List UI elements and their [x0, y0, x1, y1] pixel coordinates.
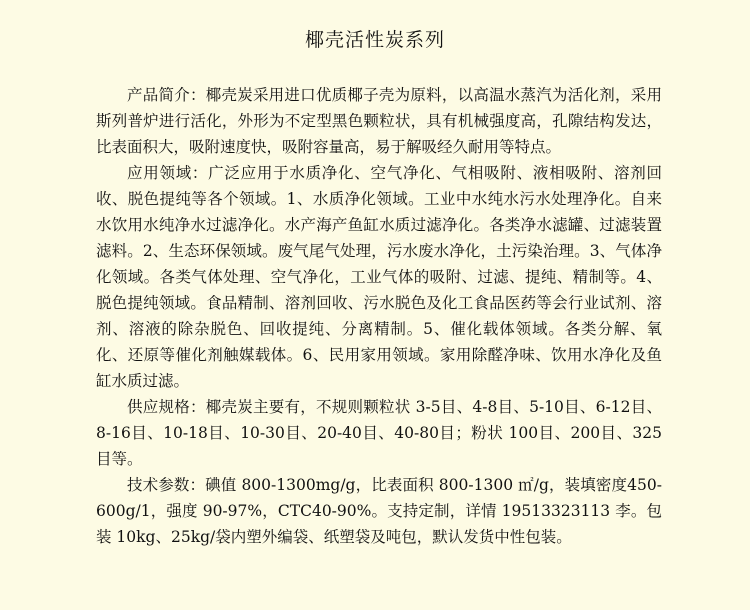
paragraph-label: 技术参数：: [127, 476, 206, 494]
document-body: [96, 82, 662, 550]
paragraph-technical-params: [96, 472, 662, 550]
paragraph-label: 产品简介：: [127, 86, 206, 104]
paragraph-application-fields: [96, 160, 662, 394]
paragraph-text: 椰壳炭采用进口优质椰子壳为原料，以高温水蒸汽为活化剂，采用斯列普炉进行活化，外形为不定型黑色颗粒状，具有机械强度高，孔隙结构发达，比表面积大，吸附速度快，吸附容量高，易于解吸经久耐用等特点。: [96, 86, 662, 156]
paragraph-supply-specs: [96, 394, 662, 472]
paragraph-text: 碘值 800-1300mg/g，比表面积 800-1300 ㎡/g，装填密度450-600g/1，强度 90-97%，CTC40-90%。支持定制，详情 19513323113 李。包装 10kg、25kg/袋内塑外编袋、纸塑袋及吨包，默认发货中性包装。: [96, 476, 662, 546]
paragraph-text: 椰壳炭主要有，不规则颗粒状 3-5目、4-8目、5-10目、6-12目、8-16目、10-18目、10-30目、20-40目、40-80目；粉状 100目、200目、325目等。: [96, 398, 662, 468]
page-title: 椰壳活性炭系列: [304, 29, 445, 51]
paragraph-text: 广泛应用于水质净化、空气净化、气相吸附、液相吸附、溶剂回收、脱色提纯等各个领域。1、水质净化领域。工业中水纯水污水处理净化。自来水饮用水纯净水过滤净化。水产海产鱼缸水质过滤净化。各类净水滤罐、过滤装置滤料。2、生态环保领域。废气尾气处理，污水废水净化，土污染治理。3、气体净化领域。各类气体处理、空气净化，工业气体的吸附、过滤、提纯、精制等。4、脱色提纯领域。食品精制、溶剂回收、污水脱色及化工食品医药等会行业试剂、溶剂、溶液的除杂脱色、回收提纯、分离精制。5、催化载体领域。各类分解、氧化、还原等催化剂触媒载体。6、民用家用领域。家用除醛净味、饮用水净化及鱼缸水质过滤。: [96, 164, 662, 390]
paragraph-label: 供应规格：: [127, 398, 206, 416]
paragraph-label: 应用领域：: [127, 164, 209, 182]
paragraph-product-intro: [96, 82, 662, 160]
